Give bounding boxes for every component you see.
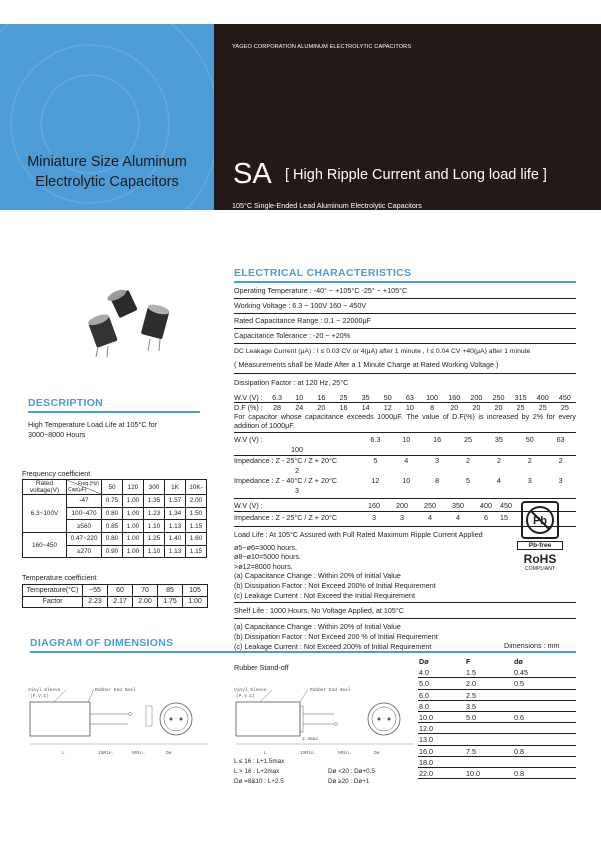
imp1-row1	[234, 455, 576, 476]
vinyl-sleeve-label: Vinyl Sleeve	[28, 688, 61, 693]
wv-cell: 250	[492, 393, 505, 402]
rubber-end-seal-label: Rubber End Seal	[310, 688, 351, 693]
table-row	[418, 701, 576, 712]
cell	[514, 690, 576, 701]
value-cell: 1.00	[123, 495, 144, 508]
value-cell: 1.13	[165, 520, 186, 533]
description-text: High Temperature Load Life at 105°C for 3000~8000 Hours	[28, 420, 157, 439]
load-life-hours-2: ø8~ø10=5000 hours.	[234, 552, 302, 562]
imp1-row2	[234, 476, 576, 496]
imp-cell: 6	[484, 513, 488, 522]
min5-label: 5Min.	[132, 751, 146, 756]
temp-cell: 105	[183, 585, 208, 597]
factor-cell: 1.75	[158, 596, 183, 608]
value-cell: 1.57	[165, 495, 186, 508]
rubber-standoff-label: Rubber Stand-off	[234, 663, 289, 672]
df-wv-row	[234, 393, 576, 402]
cell: 0.5	[514, 679, 524, 689]
wv-cell: 63	[556, 435, 565, 444]
freq-col: 50	[102, 480, 123, 495]
voltage-group: 6.3~100V	[23, 495, 67, 533]
wv-cell: 25	[339, 393, 348, 402]
imp-cell: 10	[402, 476, 411, 485]
value-cell: 0.80	[102, 533, 123, 546]
imp-cell: 15	[500, 513, 508, 522]
description-title: DESCRIPTION	[28, 397, 104, 409]
capacitor-image-1	[106, 287, 138, 318]
df-cell: 25	[538, 403, 547, 412]
rohs-compliant: COMPLIANT	[524, 566, 556, 572]
cell	[514, 723, 576, 734]
shelf-life-criteria-b: (b) Dissipation Factor : Not Exceed 200 % of Initial Requirement	[234, 632, 438, 642]
dissipation-title: Dissipation Factor : at 120 Hz, 25°C	[234, 378, 349, 387]
vinyl-sleeve-label: Vinyl Sleeve	[234, 688, 267, 693]
df-label: D.F (%) :	[234, 403, 263, 412]
value-cell: 1.25	[144, 533, 165, 546]
cell: 2.5	[466, 690, 476, 700]
freq-col: 120	[123, 480, 144, 495]
capacitor-image-2	[87, 312, 118, 357]
value-cell: 1.15	[186, 520, 207, 533]
imp-cell: 8	[435, 476, 440, 485]
temp-cell: 60	[108, 585, 133, 597]
value-cell: 0.80	[102, 507, 123, 520]
table-row	[418, 723, 576, 734]
temp-cell: 85	[158, 585, 183, 597]
capacitor-image-3	[141, 303, 171, 351]
value-cell: 1.10	[144, 545, 165, 558]
factor-cell: 2.17	[108, 596, 133, 608]
imp-cell: 4	[496, 476, 501, 485]
table-row	[418, 690, 576, 701]
freq-col: 10K-	[186, 480, 207, 495]
electrical-title: ELECTRICAL CHARACTERISTICS	[234, 267, 412, 279]
dimensions-title: DIAGRAM OF DIMENSIONS	[30, 637, 174, 649]
table-row	[418, 678, 576, 689]
capacitor-body	[30, 702, 90, 736]
leakage-current	[234, 344, 576, 374]
cell: 0.8	[514, 768, 524, 778]
cell: 8.0	[419, 701, 429, 711]
table-row	[23, 533, 207, 546]
wv-cell: 50	[383, 393, 392, 402]
table-row	[418, 757, 576, 768]
notes-right	[328, 757, 375, 787]
cell: 5.0	[419, 679, 429, 689]
load-life-hours-3: >ø12=8000 hours.	[234, 561, 293, 571]
series-name: SA	[233, 158, 272, 190]
capacitor-body	[236, 702, 300, 736]
electrical-characteristics	[234, 284, 576, 655]
table-row	[23, 585, 208, 597]
temp-cell: ~55	[83, 585, 108, 597]
wv-label: W.V (V) :	[234, 393, 263, 402]
cell: 6.0	[419, 690, 429, 700]
imp-cell: 2	[558, 456, 563, 465]
cap-cell: -47	[67, 495, 102, 508]
wv-cell: 16	[433, 435, 442, 444]
cell: 4.0	[419, 668, 429, 678]
wv-cell: 250	[424, 501, 436, 510]
cell	[466, 757, 514, 768]
df-cell: 24	[295, 403, 304, 412]
frequency-coefficient-caption: Frequency coefficient	[22, 469, 91, 478]
wv-cell: 160	[368, 501, 380, 510]
cell: 10.0	[419, 712, 433, 722]
load-life-title: Load Life : At 105°C Assured with Full Rated Maximum Ripple Current Applied	[234, 530, 483, 539]
cap-cell: ≥270	[67, 545, 102, 558]
wv-cell: 35	[361, 393, 370, 402]
imp1-wv-row	[234, 435, 576, 455]
value-cell: 0.90	[102, 545, 123, 558]
load-life-criteria-b: (b) Dissipation Factor : Not Exceed 200% of Initial Requirement	[234, 580, 436, 590]
df-cell: 28	[273, 403, 282, 412]
cell: 1.5	[466, 668, 476, 678]
cell	[466, 723, 514, 734]
dimension-drawing-standard	[28, 684, 212, 756]
cell: 12.0	[419, 724, 433, 734]
pb-free-label: Pb-free	[517, 541, 563, 550]
cap-cell: 0.47~220	[67, 533, 102, 546]
imp-cell: 5	[373, 456, 378, 465]
imp-cell: 2	[527, 456, 532, 465]
note-line: Dø =8&10 : L+2.5	[234, 778, 284, 785]
end-view-outer	[160, 703, 192, 735]
value-cell: 1.50	[186, 507, 207, 520]
l-dimension-label: L	[264, 751, 267, 756]
imp-cell: 3	[435, 456, 440, 465]
wv-cell: 25	[463, 435, 472, 444]
table-row	[23, 495, 207, 508]
min15-label: 15Min.	[300, 751, 317, 756]
value-cell: 1.00	[123, 520, 144, 533]
freq-cap-header	[67, 480, 102, 495]
cell	[514, 757, 576, 768]
imp-cell: 12	[371, 476, 380, 485]
min5-label: 5Min.	[338, 751, 352, 756]
end-view-outer	[368, 703, 400, 735]
imp-cell: 3	[295, 486, 299, 495]
pb-symbol: Pb	[532, 515, 548, 527]
cell: 18.0	[419, 757, 433, 767]
freq-col: 1K	[165, 480, 186, 495]
factor-cell: 1.00	[183, 596, 208, 608]
imp2-wv-label: W.V (V) :	[234, 501, 263, 510]
cell: 13.0	[419, 735, 433, 745]
cell: 0.45	[514, 668, 528, 678]
df-cell: 14	[361, 403, 370, 412]
cell: 0.6	[514, 712, 524, 722]
pvc-label: (P.V.C)	[30, 694, 49, 699]
table-row	[418, 667, 576, 678]
factor-cell: 2.00	[133, 596, 158, 608]
df-cell: 20	[450, 403, 459, 412]
cell: 2.0	[466, 679, 476, 689]
cell: 22.0	[419, 768, 433, 778]
table-row	[418, 712, 576, 723]
value-cell: 1.23	[144, 507, 165, 520]
cell: 5.0	[466, 712, 476, 722]
cell	[466, 734, 514, 745]
value-cell: 0.85	[102, 520, 123, 533]
df-cell: 20	[317, 403, 326, 412]
frequency-coefficient-table	[22, 479, 207, 558]
wv-cell: 200	[470, 393, 483, 402]
imp-cell: 3	[558, 476, 563, 485]
rubber-end-seal-label: Rubber End Seal	[95, 688, 136, 693]
df-cell: 20	[472, 403, 481, 412]
df-cell: 20	[494, 403, 503, 412]
df-cell: 25	[560, 403, 569, 412]
voltage-group: 160~450	[23, 533, 67, 558]
header-cell: dø	[514, 657, 523, 666]
impedance-low-voltage	[234, 433, 576, 499]
working-voltage: Working Voltage : 6.3 ~ 100V 160 ~ 450V	[234, 299, 576, 314]
value-cell: 2.00	[186, 495, 207, 508]
value-cell: 1.60	[186, 533, 207, 546]
wv-cell: 35	[494, 435, 503, 444]
wv-cell: 200	[396, 501, 408, 510]
value-cell: 1.40	[165, 533, 186, 546]
product-title-line2: Electrolytic Capacitors	[35, 174, 179, 190]
table-row	[418, 746, 576, 757]
cell: 0.8	[514, 746, 524, 756]
series-subtitle: [ High Ripple Current and Long load life ]	[285, 167, 547, 183]
dimension-table	[418, 656, 576, 779]
imp-cell: 3	[400, 513, 404, 522]
wv-cell: 450	[558, 393, 571, 402]
cap-cell: ≥560	[67, 520, 102, 533]
cell: 3.5	[466, 701, 476, 711]
dimensions-units: Dimensions : mm	[504, 641, 560, 650]
imp2-row-label: Impedance : Z - 25°C / Z + 20°C	[234, 513, 338, 522]
shelf-life-criteria-a: (a) Capacitance Change : Within 20% of Initial Value	[234, 622, 401, 632]
wv-cell: 400	[480, 501, 492, 510]
note-line: L > 16 : L+2max	[234, 768, 280, 775]
imp-cell: 2	[295, 466, 299, 475]
imp1-row1-label: Impedance : Z - 25°C / Z + 20°C	[234, 456, 338, 465]
cap-cell: 100~470	[67, 507, 102, 520]
imp1-wv-label: W.V (V) :	[234, 435, 263, 444]
note-line: Dø ≥20 : Dø+1	[328, 778, 370, 785]
description-rule	[28, 411, 200, 413]
value-cell: 1.15	[186, 545, 207, 558]
imp1-row2-label: Impedance : Z - 40°C / Z + 20°C	[234, 476, 338, 485]
imp-cell: 4	[456, 513, 460, 522]
value-cell: 1.34	[165, 507, 186, 520]
imp-cell: 2	[496, 456, 501, 465]
rohs-label: RoHS	[523, 552, 557, 566]
value-cell: 0.75	[102, 495, 123, 508]
wv-cell: 16	[317, 393, 326, 402]
wv-cell: 450	[500, 501, 512, 510]
electrical-rule	[234, 281, 576, 283]
brand-line: YAGEO CORPORATION ALUMINUM ELECTROLYTIC CAPACITORS	[232, 44, 412, 50]
wv-cell: 6.3	[272, 393, 283, 402]
imp-cell: 5	[465, 476, 470, 485]
dimension-notes	[234, 757, 375, 787]
rated-capacitance: Rated Capacitance Range : 0.1 ~ 22000μF	[234, 314, 576, 329]
product-title	[0, 152, 214, 192]
operating-temperature: Operating Temperature : -40° ~ +105°C -25° ~ +105°C	[234, 284, 576, 299]
wv-cell: 63	[405, 393, 414, 402]
cell	[514, 734, 576, 745]
min15-label: 15Min.	[98, 751, 115, 756]
product-title-line1: Miniature Size Aluminum	[27, 154, 187, 170]
cap-header: Cap(μF)	[68, 487, 87, 493]
wv-cell: 350	[452, 501, 464, 510]
value-cell: 1.00	[123, 533, 144, 546]
load-life-criteria-c: (c) Leakage Current : Not Exceed the Initial Requirement	[234, 590, 415, 600]
table-row	[418, 734, 576, 745]
cell	[514, 701, 576, 712]
pb-free-icon	[521, 501, 559, 539]
value-cell: 1.13	[165, 545, 186, 558]
l-dimension-label: L	[62, 751, 65, 756]
freq-col: 300	[144, 480, 165, 495]
imp-cell: 4	[428, 513, 432, 522]
value-cell: 1.00	[123, 545, 144, 558]
wv-cell: 50	[525, 435, 534, 444]
rated-voltage-header: Rated voltage(V)	[23, 480, 67, 495]
load-life-criteria-a: (a) Capacitance Change : Within 20% of Initial Value	[234, 571, 401, 581]
table-row	[418, 768, 576, 779]
factor-label: Factor	[23, 596, 83, 608]
imp-cell: 3	[372, 513, 376, 522]
wv-cell: 100	[426, 393, 439, 402]
d-dimension-label: Dø	[374, 751, 380, 756]
df-cell: 10	[405, 403, 414, 412]
series-description: 105°C Single-Ended Lead Aluminum Electrolytic Capacitors	[232, 201, 422, 210]
load-life-hours-1: ø5~ø6=3000 hours.	[234, 542, 298, 552]
wv-cell: 10	[295, 393, 304, 402]
imp-cell: 4	[404, 456, 409, 465]
header-cell: F	[466, 657, 471, 666]
table-row	[23, 596, 208, 608]
cell: 16.0	[419, 746, 433, 756]
temperature-coefficient-caption: Temperature coefficient	[22, 573, 97, 582]
table-header	[418, 656, 576, 667]
max2-label: 2.4max	[302, 737, 319, 742]
wv-cell: 10	[402, 435, 411, 444]
value-cell: 1.10	[144, 520, 165, 533]
shelf-life-title: Shelf Life : 1000 Hours, No Voltage Applied, at 105°C	[234, 606, 576, 619]
df-note: For capacitor whose capacitance exceeds 1000μF. The value of D.F(%) is increased by 2% for every addition of 1000μF.	[234, 412, 576, 430]
pb-crossed-icon	[523, 503, 557, 537]
cell: 7.5	[466, 746, 476, 756]
wv-cell: 400	[536, 393, 549, 402]
capacitor-photo	[80, 285, 180, 360]
df-cell: 12	[383, 403, 392, 412]
wv-cell: 100	[291, 445, 303, 454]
df-cell: 16	[339, 403, 348, 412]
temp-cell: 70	[133, 585, 158, 597]
d-dimension-label: Dø	[166, 751, 172, 756]
df-cell: 25	[516, 403, 525, 412]
value-cell: 1.00	[123, 507, 144, 520]
freq-header: Freq.(Hz)	[77, 481, 99, 487]
imp-cell: 2	[465, 456, 470, 465]
cell: 10.0	[466, 768, 480, 778]
value-cell: 1.35	[144, 495, 165, 508]
temp-label: Temperature(°C)	[23, 585, 83, 597]
shelf-life-criteria-c: (c) Leakage Current : Not Exceed 200% of Initial Requirement	[234, 642, 576, 653]
dimension-drawing-rubber-standoff	[234, 684, 418, 756]
header-cell: Dø	[419, 657, 429, 666]
imp-cell: 3	[527, 476, 532, 485]
pvc-label: (P.V.C)	[236, 694, 255, 699]
capacitance-tolerance: Capacitance Tolerance : -20 ~ +20%	[234, 329, 576, 344]
factor-cell: 2.23	[83, 596, 108, 608]
wv-cell: 160	[448, 393, 461, 402]
dimensions-rule	[30, 651, 576, 653]
wv-cell: 315	[514, 393, 527, 402]
dissipation-factor	[234, 374, 576, 433]
df-cell: 8	[430, 403, 435, 412]
rohs-badge	[517, 501, 563, 572]
wv-cell: 6.3	[370, 435, 381, 444]
temperature-coefficient-table	[22, 584, 208, 608]
note-line: L ≤ 16 : L+1.5max	[234, 758, 285, 765]
leakage-line1: DC Leakage Current (μA) : I ≤ 0.03 CV or 4(μA) after 1 minute , I ≤ 0.04 CV +40(μA) after 1 minute	[234, 348, 531, 355]
df-row	[234, 402, 576, 412]
note-line: Dø <20 : Dø+0.5	[328, 768, 375, 775]
leakage-line2: ( Measurements shall be Made After a 1 Minute Charge at Rated Working Voltage )	[234, 360, 499, 369]
